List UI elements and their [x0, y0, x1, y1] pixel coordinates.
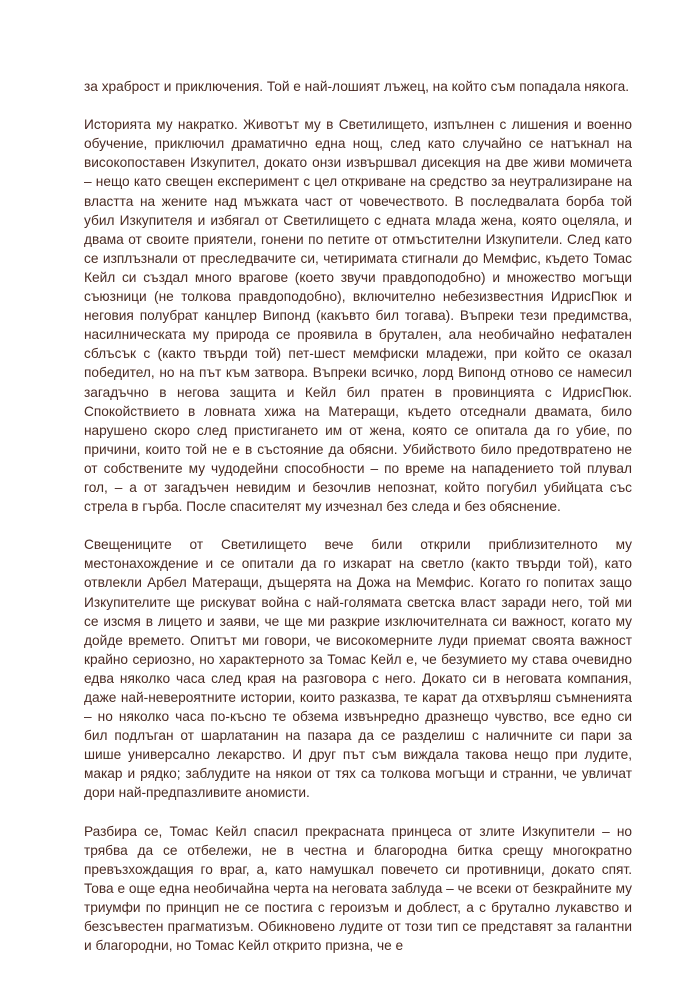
paragraph: за храброст и приключения. Той е най-лошият лъжец, на който съм попадала някога.: [84, 79, 630, 94]
paragraph: Историята му накратко. Животът му в Светилището, изпълнен с лишения и военно обучение, приключил драматично една нощ, след като случайно се натъкнал на високопоставен Изкупител, докато онзи извършвал дисекция на две живи момичета – нещо като свещен експеримент с цел откриване на средство за неутрализиране на властта на жените над мъжката част от човечеството. В последвалата борба той убил Изкупителя и избягал от Светилището с едната млада жена, която оцеляла, и двама от своите приятели, гонени по петите от отмъстителни Изкупители. След като се изплъзнали от преследвачите си, четиримата стигнали до Мемфис, където Томас Кейл си създал много врагове (което звучи правдоподобно) и множество могъщи съюзници (не толкова правдоподобно), включително небезизвестния ИдрисПюк и неговия полубрат канцлер Випонд (какъвто бил тогава). Въпреки тези предимства, насилническата му природа се проявила в брутален, ала необичайно нефатален сблъсък с (както твърди той) пет-шест мемфиски младежи, при който се оказал победител, но на път към затвора. Въпреки всичко, лорд Випонд отново се намесил загадъчно в негова защита и Кейл бил пратен в провинцията с ИдрисПюк. Спокойствието в ловната хижа на Матеращи, където отседнали двамата, било нарушено скоро след пристигането им от жена, която се опитала да го убие, по причини, които той не е в състояние да обясни. Убийството било предотвратено не от собствените му чудодейни способности – по време на нападението той плувал гол, – а от загадъчен невидим и безочлив непознат, който погубил убийцата със стрела в гърба. После спасителят му изчезнал без следа и без обяснение.: [84, 117, 632, 515]
text-column: [84, 77, 632, 955]
paragraph: Разбира се, Томас Кейл спасил прекрасната принцеса от злите Изкупители – но трябва да се отбележи, не в честна и благородна битка срещу многократно превъзхождащия го враг, а, като намушкал повечето си противници, докато спят. Това е още една необичайна черта на неговата заблуда – че всеки от безкрайните му триумфи по принцип не се постига с героизъм и доблест, а с брутално лукавство и безсъвестен прагматизъм. Обикновено лудите от този тип се представят за галантни и благородни, но Томас Кейл открито призна, че е: [84, 823, 632, 954]
paragraph: Свещениците от Светилището вече били открили приблизителното му местонахождение и се опитали да го изкарат на светло (както твърди той), като отвлекли Арбел Матеращи, дъщерята на Дожа на Мемфис. Когато го попитах защо Изкупителите ще рискуват война с най-голямата светска власт заради него, той ми се изсмя в лицето и заяви, че ще ми разкрие изключителната си важност, когато му дойде времето. Опитът ми говори, че високомерните луди приемат своята важност крайно сериозно, но характерното за Томас Кейл е, че безумието му става очевидно едва няколко часа след края на разговора с него. Докато си в неговата компания, даже най-невероятните истории, които разказва, те карат да отхвърляш съмненията – но няколко часа по-късно те обзема извънредно дразнещо чувство, все едно си бил подлъган от шарлатанин на пазара да се разделиш с наличните си пари за шише универсално лекарство. И друг път съм виждала такова нещо при лудите, макар и рядко; заблудите на някои от тях са толкова могъщи и странни, че увличат дори най-предпазливите аномисти.: [84, 537, 632, 801]
